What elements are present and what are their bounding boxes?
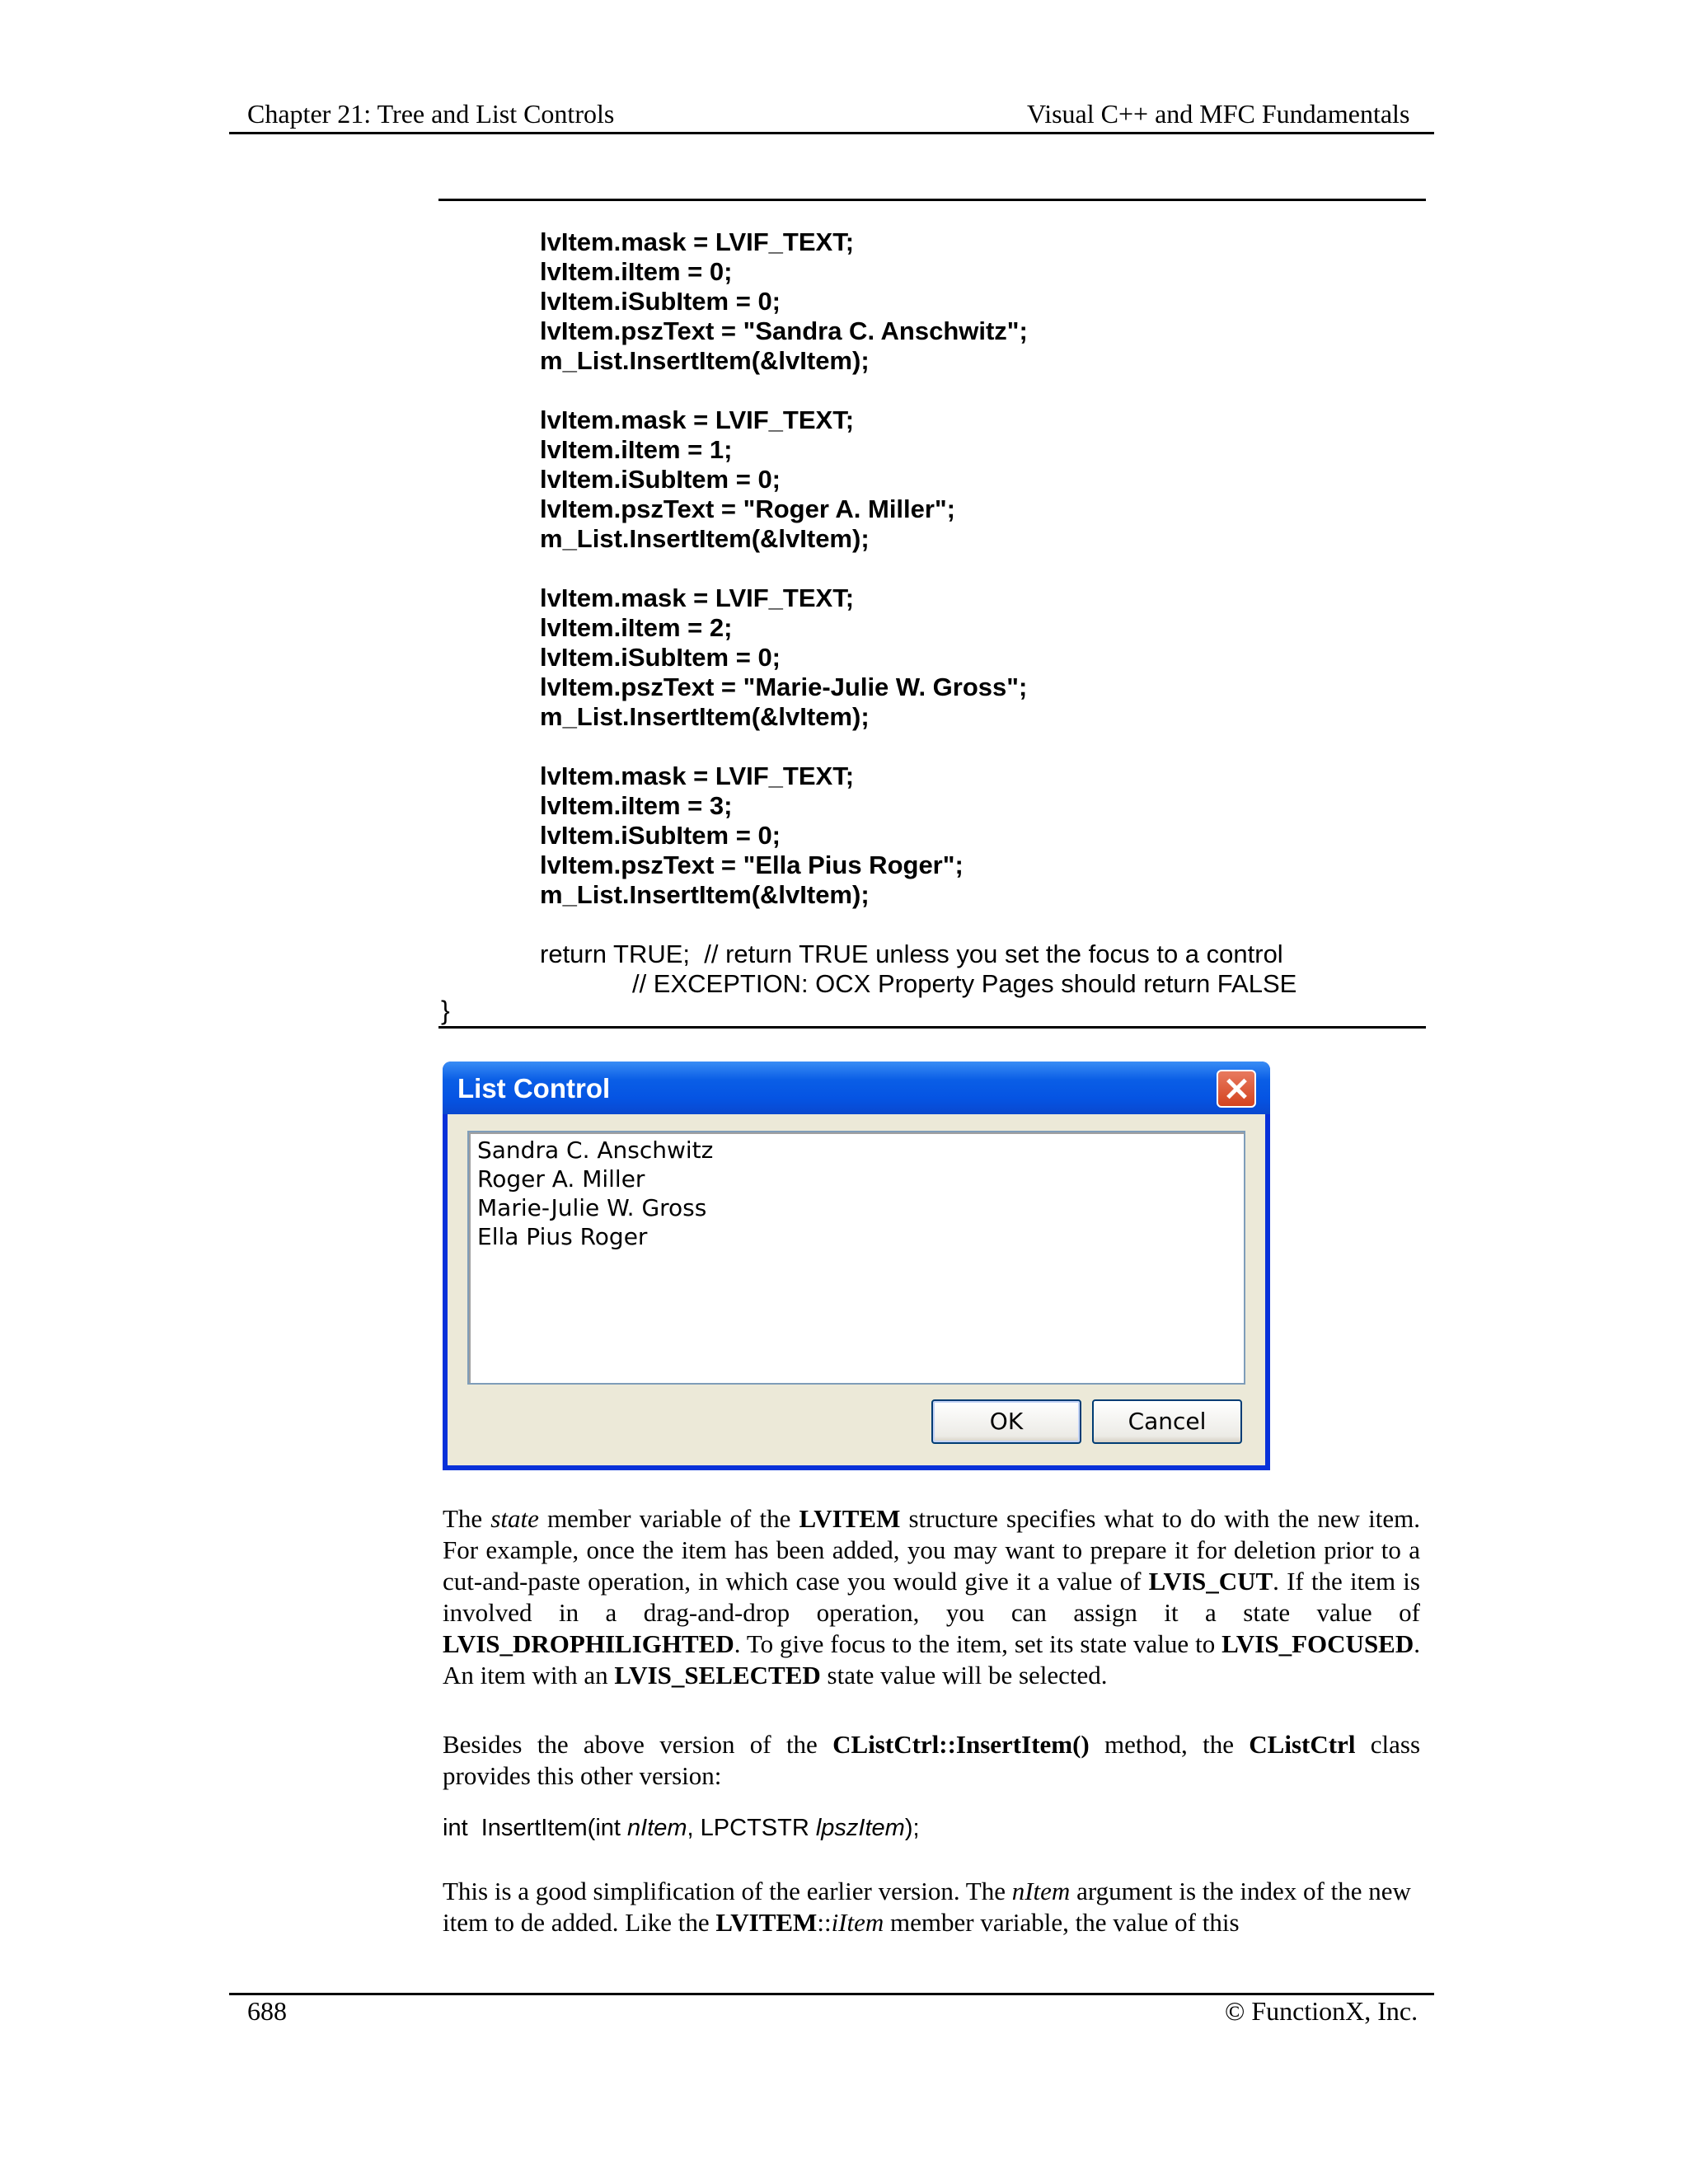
code-line: m_List.InsertItem(&lvItem); [540, 702, 870, 731]
ok-button[interactable]: OK [931, 1399, 1081, 1444]
code-line: lvItem.iItem = 0; [540, 257, 733, 286]
code-line: lvItem.mask = LVIF_TEXT; [540, 405, 855, 434]
code-block-3 [540, 583, 1027, 732]
dialog-client-area [448, 1114, 1265, 1465]
code-line: m_List.InsertItem(&lvItem); [540, 524, 870, 553]
list-item[interactable]: Ella Pius Roger [477, 1223, 648, 1250]
code-line: lvItem.iSubItem = 0; [540, 287, 781, 316]
paragraph-state: The state member variable of the LVITEM structure specifies what to do with the new item. For example, once the item has been added, you may want to prepare it for deletion prior to a cut-and-paste operation, in which case you would give it a value of LVIS_CUT. If the item is involved in a drag-and-drop operation, you can assign it a state value of LVIS_DROPHILIGHTED. To give focus to the item, set its state value to LVIS_FOCUSED. An item with an LVIS_SELECTED state value will be selected. [443, 1504, 1421, 1690]
code-line: m_List.InsertItem(&lvItem); [540, 880, 870, 909]
code-block-1 [540, 227, 1028, 376]
list-control-dialog [443, 1062, 1270, 1470]
header-rule [229, 132, 1434, 134]
code-line: lvItem.iItem = 2; [540, 613, 733, 642]
paragraph-insertitem: Besides the above version of the CListCtrl::InsertItem() method, the CListCtrl class provides this other version: [443, 1730, 1421, 1790]
footer-rule [229, 1993, 1434, 1995]
code-line: lvItem.iSubItem = 0; [540, 465, 781, 494]
method-signature: int InsertItem(int nItem, LPCTSTR lpszItem); [443, 1815, 920, 1841]
code-line: lvItem.pszText = "Ella Pius Roger"; [540, 851, 964, 879]
code-line: return TRUE; // return TRUE unless you set the focus to a control [540, 940, 1283, 968]
list-item[interactable]: Roger A. Miller [477, 1165, 645, 1193]
code-line: lvItem.mask = LVIF_TEXT; [540, 227, 855, 256]
cancel-button[interactable]: Cancel [1092, 1399, 1242, 1444]
list-item[interactable]: Marie-Julie W. Gross [477, 1194, 707, 1221]
code-line: lvItem.pszText = "Roger A. Miller"; [540, 494, 955, 523]
code-line: m_List.InsertItem(&lvItem); [540, 346, 870, 375]
code-line: // EXCEPTION: OCX Property Pages should return FALSE [540, 969, 1297, 998]
code-block-4 [540, 762, 964, 910]
code-line: lvItem.iItem = 3; [540, 791, 733, 820]
code-line: lvItem.pszText = "Sandra C. Anschwitz"; [540, 316, 1028, 345]
close-icon[interactable] [1217, 1070, 1256, 1108]
running-header-chapter: Chapter 21: Tree and List Controls [247, 99, 615, 129]
code-line: lvItem.iItem = 1; [540, 435, 733, 464]
code-top-rule [438, 199, 1426, 201]
code-line: lvItem.mask = LVIF_TEXT; [540, 762, 855, 790]
code-block-2 [540, 405, 955, 554]
paragraph-simplification: This is a good simplification of the earlier version. The nItem argument is the index of the new item to de added. Like the LVITEM::iItem member variable, the value of this [443, 1877, 1411, 1937]
code-return [540, 940, 1296, 999]
code-closing-brace: } [441, 996, 450, 1025]
code-line: lvItem.pszText = "Marie-Julie W. Gross"; [540, 673, 1028, 701]
page-number: 688 [247, 1996, 287, 2026]
dialog-titlebar[interactable] [443, 1062, 1270, 1114]
list-control[interactable] [467, 1131, 1245, 1385]
code-line: lvItem.iSubItem = 0; [540, 821, 781, 850]
code-bottom-rule [438, 1026, 1426, 1029]
code-line: lvItem.mask = LVIF_TEXT; [540, 583, 855, 612]
dialog-title: List Control [457, 1073, 611, 1104]
code-line: lvItem.iSubItem = 0; [540, 643, 781, 672]
running-header-book: Visual C++ and MFC Fundamentals [1027, 99, 1410, 129]
copyright: © FunctionX, Inc. [1225, 1996, 1418, 2026]
list-item[interactable]: Sandra C. Anschwitz [477, 1137, 714, 1164]
